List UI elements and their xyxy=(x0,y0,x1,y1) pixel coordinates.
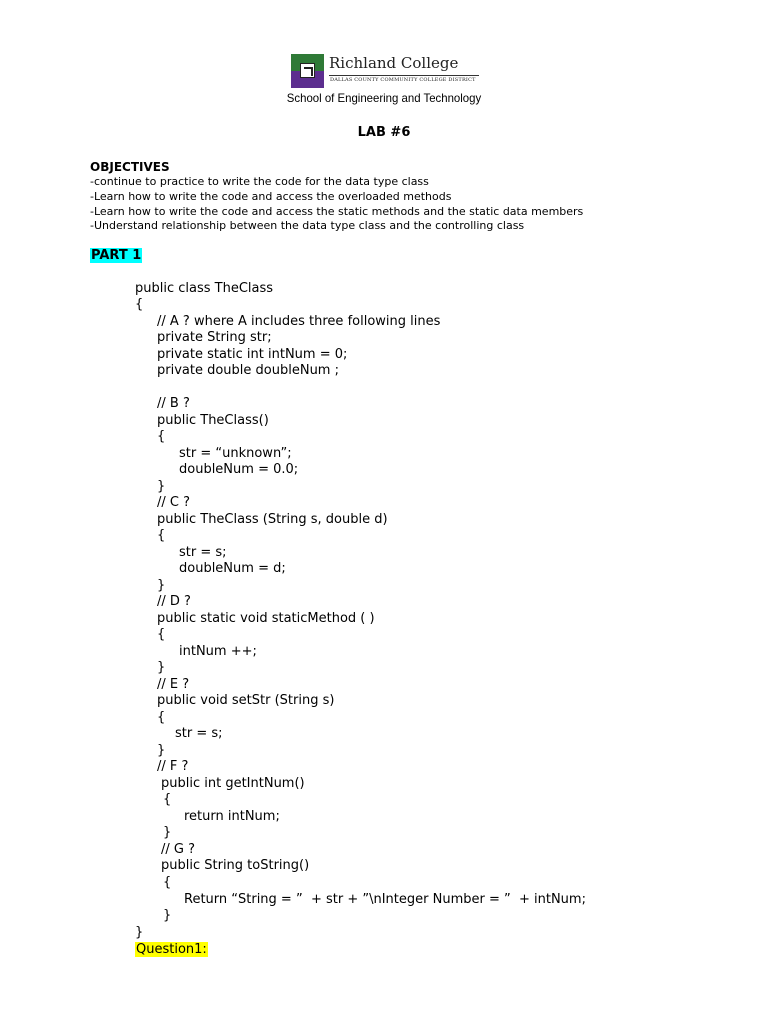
code-line: } xyxy=(157,479,166,494)
code-line: { xyxy=(163,875,172,890)
code-line: private String str; xyxy=(157,330,272,345)
code-line: // A ? where A includes three following lines xyxy=(157,314,441,329)
code-line: public int getIntNum() xyxy=(161,776,305,791)
school-name: School of Engineering and Technology xyxy=(286,91,482,105)
college-logo xyxy=(291,54,481,94)
objectives-heading: OBJECTIVES xyxy=(90,160,170,174)
logo-divider xyxy=(329,75,479,76)
college-name: Richland College xyxy=(329,54,459,72)
code-line: } xyxy=(163,908,172,923)
objective-item: -Learn how to write the code and access the overloaded methods xyxy=(90,190,452,203)
code-line: str = s; xyxy=(179,545,227,560)
lab-title: LAB #6 xyxy=(357,125,411,140)
district-name: DALLAS COUNTY COMMUNITY COLLEGE DISTRICT xyxy=(330,77,476,83)
college-logo-icon xyxy=(291,54,324,88)
code-line: { xyxy=(163,792,172,807)
code-line: // F ? xyxy=(157,759,189,774)
code-line: { xyxy=(157,528,166,543)
code-line: } xyxy=(157,578,166,593)
code-line: // D ? xyxy=(157,594,191,609)
code-line: doubleNum = d; xyxy=(179,561,286,576)
code-line: // E ? xyxy=(157,677,190,692)
code-line: public void setStr (String s) xyxy=(157,693,335,708)
code-line: public TheClass (String s, double d) xyxy=(157,512,388,527)
code-line: public String toString() xyxy=(161,858,310,873)
part1-heading: PART 1 xyxy=(91,248,142,263)
code-line: private double doubleNum ; xyxy=(157,363,339,378)
code-line: Return “String = ” + str + ”\nInteger Number = ” + intNum; xyxy=(184,892,586,907)
code-line: { xyxy=(157,627,166,642)
code-line: } xyxy=(157,660,166,675)
code-line: } xyxy=(163,825,172,840)
code-line: { xyxy=(157,710,166,725)
question1-label: Question1: xyxy=(136,942,207,957)
code-line: // C ? xyxy=(157,495,191,510)
code-line: public TheClass() xyxy=(157,413,269,428)
code-line: } xyxy=(135,925,144,940)
code-line: public class TheClass xyxy=(135,281,274,296)
code-line: intNum ++; xyxy=(179,644,257,659)
code-line: { xyxy=(135,297,144,312)
code-line: // B ? xyxy=(157,396,190,411)
objective-item: -continue to practice to write the code for the data type class xyxy=(90,175,429,188)
objective-item: -Learn how to write the code and access the static methods and the static data members xyxy=(90,205,584,218)
code-line: return intNum; xyxy=(184,809,280,824)
code-line: } xyxy=(157,743,166,758)
code-line: { xyxy=(157,429,166,444)
objective-item: -Understand relationship between the data type class and the controlling class xyxy=(90,219,525,232)
code-line: str = “unknown”; xyxy=(179,446,292,461)
code-line: private static int intNum = 0; xyxy=(157,347,348,362)
code-line: doubleNum = 0.0; xyxy=(179,462,299,477)
code-line: str = s; xyxy=(175,726,223,741)
code-line: public static void staticMethod ( ) xyxy=(157,611,375,626)
code-line: // G ? xyxy=(161,842,195,857)
